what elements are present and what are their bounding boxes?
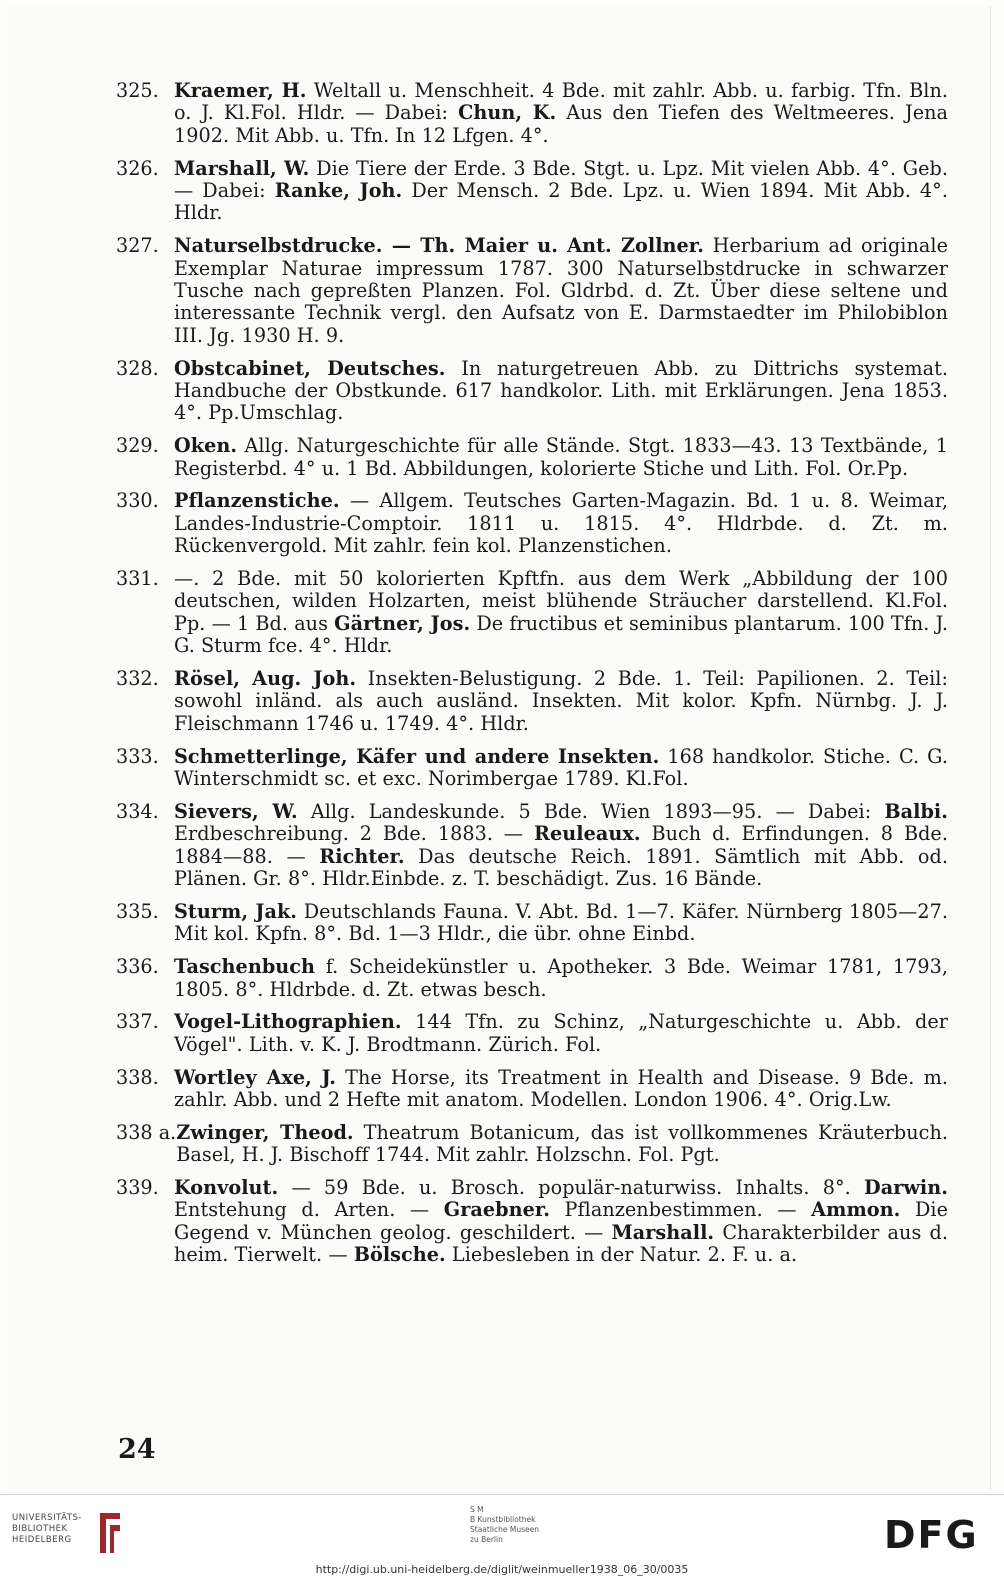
entry-author: Obstcabinet, Deutsches. (174, 356, 446, 380)
entry-number: 337. (116, 1010, 159, 1034)
entry-number: 334. (116, 799, 159, 823)
catalog-entry (116, 1122, 948, 1167)
entry-number: 331. (116, 567, 159, 591)
entry-description: Das deutsche Reich. 1891. Sämtlich mit Abb. od. Plänen. Gr. 8°. Hldr.Einbde. z. T. beschädigt. Zus. 16 Bände. (174, 844, 949, 891)
catalog-entry (116, 235, 948, 347)
entry-text (174, 1177, 948, 1267)
catalog-entry (116, 1011, 948, 1056)
entry-author: Taschenbuch (174, 955, 316, 979)
entry-text (174, 1011, 948, 1056)
uni-logo-line: UNIVERSITÄTS- (12, 1513, 82, 1523)
entry-description: — Allgem. Teutsches Garten-Magazin. Bd. 1 u. 8. Weimar, Landes-Industrie-Comptoir. 1811 u. 1815. 4°. Hldrbde. d. Zt. m. Rückenvergold. Mit zahlr. fein kol. Planzenstichen. (174, 489, 948, 558)
entry-text (174, 668, 948, 735)
entry-description: Herbarium ad originale Exemplar Naturae impressum 1787. 300 Naturselbstdrucke in schwarzer Tusche nach gepreßten Planzen. Fol. Gldrbd. d. Zt. Über diese seltene und interessante Technik vergl. den Aufsatz von E. Darmstaedter im Philobiblon III. Jg. 1930 H. 9. (174, 234, 948, 347)
entry-number: 339. (116, 1175, 159, 1199)
page-number: 24 (118, 1434, 156, 1465)
footer (0, 1494, 1004, 1581)
entry-author: Bölsche. (353, 1243, 446, 1267)
catalog-entry (116, 801, 948, 891)
uni-logo-line: BIBLIOTHEK (12, 1524, 68, 1534)
university-library-logo (12, 1513, 82, 1546)
uni-logo-line: HEIDELBERG (12, 1535, 72, 1545)
entry-author: Sturm, Jak. (174, 899, 298, 923)
entry-text (174, 435, 948, 480)
entry-description: — 59 Bde. u. Brosch. populär-naturwiss. Inhalts. 8°. (278, 1175, 865, 1199)
entry-author: Marshall, W. (174, 156, 310, 180)
entry-text (174, 568, 948, 658)
entry-author: Graebner. (443, 1198, 550, 1222)
entry-description: Deutschlands Fauna. V. Abt. Bd. 1—7. Käfer. Nürnberg 1805—27. Mit kol. Kpfn. 8°. Bd. 1—3 Hldr., die übr. ohne Einbd. (174, 899, 948, 946)
entry-author: Chun, K. (458, 101, 557, 125)
entry-text (174, 801, 948, 891)
entry-number: 333. (116, 744, 159, 768)
catalog-page (8, 6, 991, 1490)
entry-number: 335. (116, 899, 159, 923)
entry-description: Die Gegend v. München geolog. geschildert. — (174, 1198, 949, 1244)
entry-author: Konvolut. (174, 1175, 279, 1199)
stamp-line: zu Berlin (470, 1535, 503, 1544)
entry-description: Buch d. Erfindungen. 8 Bde. 1884—88. — (174, 822, 948, 868)
entry-author: Pflanzenstiche. (174, 489, 340, 513)
entry-text (174, 490, 948, 557)
entry-description: De fructibus et seminibus plantarum. 100 Tfn. J. G. Sturm fce. 4°. Hldr. (174, 611, 949, 658)
entry-author: Reuleaux. (534, 822, 641, 846)
catalog-entry (116, 901, 948, 946)
catalog-entry (116, 746, 948, 791)
entry-description: Insekten-Belustigung. 2 Bde. 1. Teil: Papilionen. 2. Teil: sowohl inländ. als auch ausländ. Insekten. Mit kolor. Kpfn. Nürnbg. J. J. Fleischmann 1746 u. 1749. 4°. Hldr. (174, 667, 948, 735)
entry-author: Richter. (319, 844, 405, 868)
entry-number: 327. (116, 234, 159, 258)
entry-text (174, 158, 948, 225)
entry-number: 329. (116, 434, 159, 458)
catalog-entry (116, 1177, 948, 1267)
entry-description: Aus den Tiefen des Weltmeeres. Jena 1902. Mit Abb. u. Tfn. In 12 Lfgen. 4°. (174, 101, 948, 147)
entry-number: 328. (116, 356, 159, 380)
stamp-line: S M (470, 1505, 484, 1514)
entry-number: 325. (116, 79, 159, 102)
entry-description: In naturgetreuen Abb. zu Dittrichs systemat. Handbuche der Obstkunde. 617 handkolor. Lith. mit Erklärungen. Jena 1853. 4°. Pp.Umschlag. (174, 356, 948, 425)
entry-author: Kraemer, H. (174, 79, 307, 102)
catalog-entries (116, 80, 948, 1277)
entry-description: Charakterbilder aus d. heim. Tierwelt. — (174, 1220, 948, 1267)
entry-author: Oken. (174, 434, 238, 458)
entry-author: Naturselbstdrucke. — Th. Maier u. Ant. Zollner. (174, 234, 704, 258)
entry-description: Allg. Naturgeschichte für alle Stände. Stgt. 1833—43. 13 Textbände, 1 Registerbd. 4° u. 1 Bd. Abbildungen, kolorierte Stiche und Lith. Fol. Or.Pp. (174, 434, 948, 480)
entry-author: Marshall. (611, 1220, 715, 1244)
entry-description: 144 Tfn. zu Schinz, „Naturgeschichte u. Abb. der Vögel". Lith. v. K. J. Brodtmann. Zürich. Fol. (174, 1010, 948, 1056)
source-url[interactable]: http://digi.ub.uni-heidelberg.de/diglit/weinmueller1938_06_30/0035 (315, 1563, 689, 1576)
kunstbibliothek-stamp (470, 1505, 539, 1545)
entry-author: Rösel, Aug. Joh. (174, 667, 357, 691)
entry-text (174, 901, 948, 946)
entry-description: Der Mensch. 2 Bde. Lpz. u. Wien 1894. Mit Abb. 4°. Hldr. (174, 179, 948, 225)
entry-number: 326. (116, 156, 159, 180)
entry-author: Wortley Axe, J. (174, 1065, 336, 1089)
entry-text (174, 956, 948, 1001)
entry-number: 338 a. (116, 1120, 177, 1144)
catalog-entry (116, 568, 948, 658)
entry-description: The Horse, its Treatment in Health and Disease. 9 Bde. m. zahlr. Abb. und 2 Hefte mit anatom. Modellen. London 1906. 4°. Orig.Lw. (174, 1065, 948, 1111)
entry-author: Ranke, Joh. (274, 179, 403, 203)
stamp-line: B Kunstbibliothek (470, 1515, 536, 1524)
entry-author: Balbi. (884, 799, 948, 823)
catalog-entry (116, 158, 948, 225)
catalog-entry (116, 956, 948, 1001)
entry-description: Pflanzenbestimmen. — (549, 1198, 812, 1222)
entry-author: Darwin. (864, 1175, 948, 1199)
entry-description: 168 handkolor. Stiche. C. G. Winterschmidt sc. et exc. Norimbergae 1789. Kl.Fol. (174, 744, 948, 791)
entry-description: f. Scheidekünstler u. Apotheker. 3 Bde. Weimar 1781, 1793, 1805. 8°. Hldrbde. d. Zt. etwas besch. (174, 955, 948, 1001)
entry-author: Vogel-Lithographien. (174, 1010, 402, 1034)
entry-description: —. 2 Bde. mit 50 kolorierten Kpftfn. aus dem Werk „Abbildung der 100 deutschen, wilden Holzarten, meist blühende Sträucher darstellend. Kl.Fol. Pp. — 1 Bd. aus (174, 567, 948, 635)
dfg-logo: DFG (884, 1513, 979, 1557)
entry-text (174, 235, 948, 347)
entry-text (176, 1122, 948, 1167)
catalog-entry (116, 435, 948, 480)
entry-description: Allg. Landeskunde. 5 Bde. Wien 1893—95. — Dabei: (297, 799, 885, 823)
entry-author: Zwinger, Theod. (176, 1120, 354, 1144)
library-mark-icon (96, 1509, 124, 1557)
entry-number: 338. (116, 1065, 159, 1089)
entry-text (174, 1067, 948, 1112)
stamp-line: Staatliche Museen (470, 1525, 539, 1534)
entry-description: Erdbeschreibung. 2 Bde. 1883. — (174, 822, 535, 846)
entry-author: Schmetterlinge, Käfer und andere Insekten. (174, 744, 660, 768)
entry-description: Weltall u. Menschheit. 4 Bde. mit zahlr. Abb. u. farbig. Tfn. Bln. o. J. Kl.Fol. Hldr. — Dabei: (174, 79, 948, 125)
entry-author: Ammon. (811, 1198, 901, 1222)
entry-text (174, 746, 948, 791)
entry-description: Die Tiere der Erde. 3 Bde. Stgt. u. Lpz. Mit vielen Abb. 4°. Geb. — Dabei: (174, 156, 948, 203)
catalog-entry (116, 490, 948, 557)
entry-description: Theatrum Botanicum, das ist vollkommenes Kräuterbuch. Basel, H. J. Bischoff 1744. Mit zahlr. Holzschn. Fol. Pgt. (176, 1120, 948, 1167)
catalog-entry (116, 80, 948, 147)
entry-text (174, 358, 948, 425)
entry-number: 332. (116, 667, 159, 691)
entry-author: Gärtner, Jos. (334, 611, 471, 635)
entry-number: 336. (116, 955, 159, 979)
catalog-entry (116, 668, 948, 735)
entry-author: Sievers, W. (174, 799, 298, 823)
entry-text (174, 80, 948, 147)
catalog-entry (116, 1067, 948, 1112)
entry-number: 330. (116, 489, 159, 513)
catalog-entry (116, 358, 948, 425)
entry-description: Entstehung d. Arten. — (174, 1198, 444, 1222)
entry-description: Liebesleben in der Natur. 2. F. u. a. (445, 1243, 798, 1267)
